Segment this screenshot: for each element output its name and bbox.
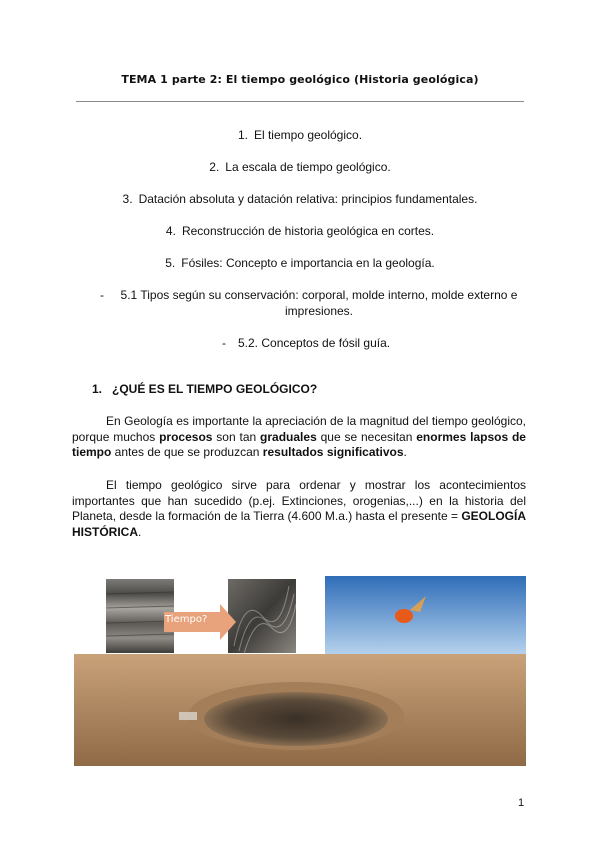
bold-term: GEOLOGÍA HISTÓRICA [72,509,526,539]
paragraph-text: El tiempo geológico sirve para ordenar y mostrar los acontecimientos importantes que han sucedido (p.ej. Extinciones, orogenias,...) en la historia del Planeta, desde la formación de la Tierra (4.600 M.a.) hasta el presente = [72,478,526,523]
toc-item-text: Datación absoluta y datación relativa: principios fundamentales. [138,192,478,206]
section-number: 1. [92,382,103,396]
paragraph-text: . [138,524,142,539]
toc-item-text: Fósiles: Concepto e importancia en la geología. [181,256,435,270]
bold-term: procesos [159,429,213,444]
document-title: TEMA 1 parte 2: El tiempo geológico (Historia geológica) [121,73,479,86]
figure-illustration [74,576,526,766]
toc-item [92,223,508,239]
toc-item-number: 1. [237,128,248,142]
paragraph-definition [72,478,526,540]
toc-item-number: 3. [122,192,133,206]
toc-item-text: La escala de tiempo geológico. [225,160,391,174]
toc-item [92,191,508,207]
toc-item [92,127,508,143]
paragraph-text: En Geología es importante la apreciación de la magnitud del tiempo geológico, porque muchos [72,414,526,444]
toc-item-number: 2. [209,160,220,174]
toc-subitem-dash: - [100,288,104,302]
toc-item [92,255,508,271]
arrow-label: Tiempo? [165,614,208,625]
section-title: ¿QUÉ ES EL TIEMPO GEOLÓGICO? [112,382,318,396]
paragraph-text: antes de que se produzcan [111,445,263,459]
bold-term: resultados significativos [262,445,404,459]
bold-term: graduales [260,429,317,444]
crater-image [204,692,388,746]
toc-subitem-text: 5.1 Tipos según su conservación: corporal, molde interno, molde externo e impresiones. [120,288,518,318]
toc-item-number: 5. [165,256,176,270]
paragraph-text: que se necesitan [316,429,417,444]
toc-subitem [100,287,520,319]
sky-panel [325,576,526,656]
toc-item-text: El tiempo geológico. [253,128,363,142]
figure-collage [74,576,526,766]
toc-item [92,159,508,175]
toc-item-number: 4. [165,224,176,238]
rock-strata-image [106,579,174,653]
paragraph-text: son tan [212,429,261,444]
paragraph-text: . [403,445,407,459]
meteor-icon [395,609,413,623]
toc-subitem-text: 5.2. Conceptos de fósil guía. [238,336,391,350]
paragraph-intro [72,414,526,461]
page-number: 1 [518,797,525,809]
toc-item-text: Reconstrucción de historia geológica en cortes. [181,224,435,238]
bold-term: enormes lapsos de tiempo [72,429,526,459]
title-divider [76,101,524,102]
toc-subitem-dash: - [222,336,226,350]
toc-subitem [222,335,402,351]
section-heading [92,382,317,396]
